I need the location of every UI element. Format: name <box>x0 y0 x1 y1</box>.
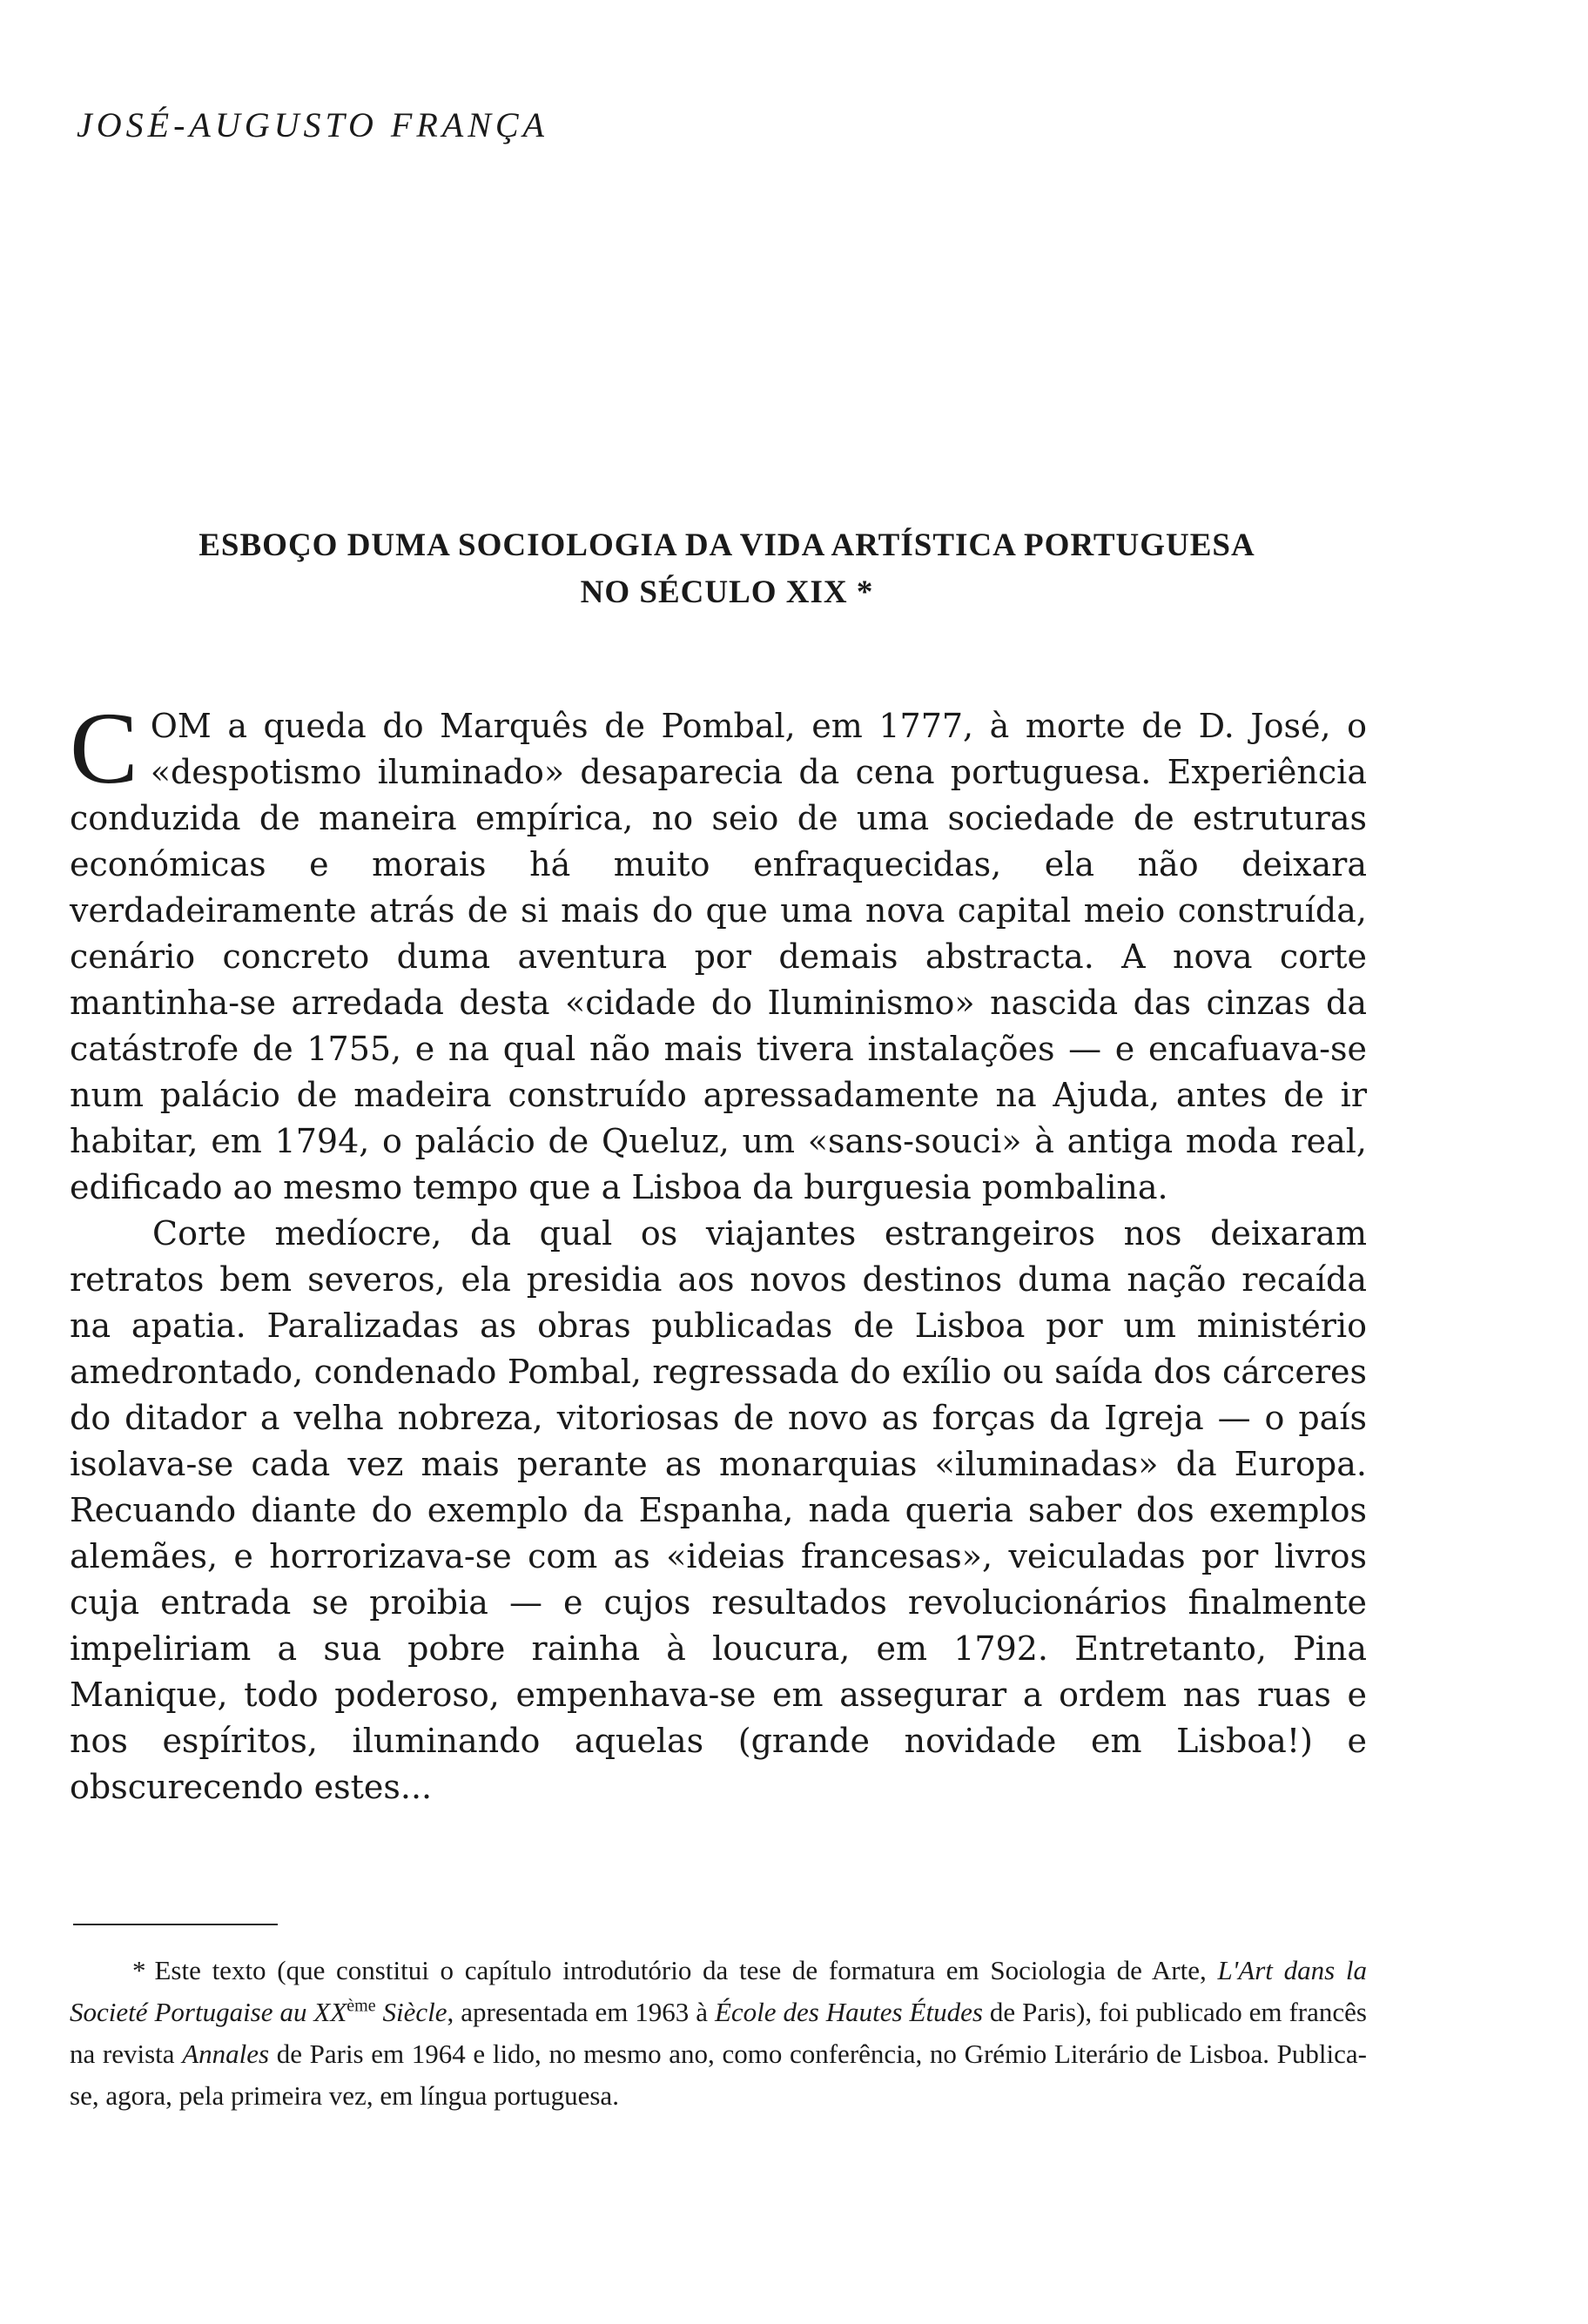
article-title-line-1: ESBOÇO DUMA SOCIOLOGIA DA VIDA ARTÍSTICA PORTUGUESA <box>198 527 1255 563</box>
article-body <box>70 691 1367 1810</box>
footnote-text-b: , apresentada em 1963 à <box>447 1997 715 2027</box>
footnote-text-d: de Paris em 1964 e lido, no mesmo ano, como conferência, no Grémio Literário de Lisboa. Publica-se, agora, pela primeira vez, em língua portuguesa. <box>70 2039 1367 2111</box>
footnote-text-c: de Paris), foi publicado em francês na revista <box>70 1997 1367 2069</box>
footnote <box>70 1950 1367 2117</box>
article-title <box>78 522 1376 616</box>
paragraph-1-text: OM a queda do Marquês de Pombal, em 1777, à morte de D. José, o «despotismo iluminado» desaparecia da cena portuguesa. Experiência conduzida de maneira empírica, no seio de uma sociedade de estruturas económicas e morais há muito enfraquecidas, ela não deixara verdadeiramente atrás de si mais do que uma nova capital meio construída, cenário concreto duma aventura por demais abstracta. A nova corte mantinha-se arredada desta «cidade do Iluminismo» nascida das cinzas da catástrofe de 1755, e na qual não mais tivera instalações — e encafuava-se num palácio de madeira construído apressadamente na Ajuda, antes de ir habitar, em 1794, o palácio de Queluz, um «sans-souci» à antiga moda real, edificado ao mesmo tempo que a Lisboa da burguesia pombalina. <box>70 707 1367 1206</box>
author-name: JOSÉ-AUGUSTO FRANÇA <box>77 105 548 144</box>
article-title-line-2: NO SÉCULO XIX * <box>580 574 874 610</box>
footnote-marker: * <box>132 1955 146 1985</box>
footnote-divider <box>73 1924 278 1925</box>
drop-cap: C <box>70 691 138 805</box>
footnote-thesis-title-sup: ème <box>347 1996 376 2016</box>
footnote-thesis-title-end: Siècle <box>375 1997 447 2027</box>
footnote-thesis-title: L'Art dans la Societé Portugaise au XX <box>70 1955 1367 2027</box>
footnote-journal-name: Annales <box>182 2039 270 2069</box>
footnote-school-name: École des Hautes Études <box>714 1997 983 2027</box>
paragraph-2: Corte medíocre, da qual os viajantes estrangeiros nos deixaram retratos bem severos, ela presidia aos novos destinos duma nação recaída na apatia. Paralizadas as obras publicadas de Lisboa por um ministério amedrontado, condenado Pombal, regressada do exílio ou saída dos cárceres do ditador a velha nobreza, vitoriosas de novo as forças da Igreja — o país isolava-se cada vez mais perante as monarquias «iluminadas» da Europa. Recuando diante do exemplo da Espanha, nada queria saber dos exemplos alemães, e horrorizava-se com as «ideias francesas», veiculadas por livros cuja entrada se proibia — e cujos resultados revolucionários finalmente impeliriam a sua pobre rainha à loucura, em 1792. Entretanto, Pina Manique, todo poderoso, empenhava-se em assegurar a ordem nas ruas e nos espíritos, iluminando aquelas (grande novidade em Lisboa!) e obscurecendo estes... <box>70 1214 1367 1806</box>
footnote-text-a: Este texto (que constitui o capítulo introdutório da tese de formatura em Sociologia de Arte, <box>154 1955 1218 1985</box>
paragraph-1 <box>70 691 1367 1211</box>
